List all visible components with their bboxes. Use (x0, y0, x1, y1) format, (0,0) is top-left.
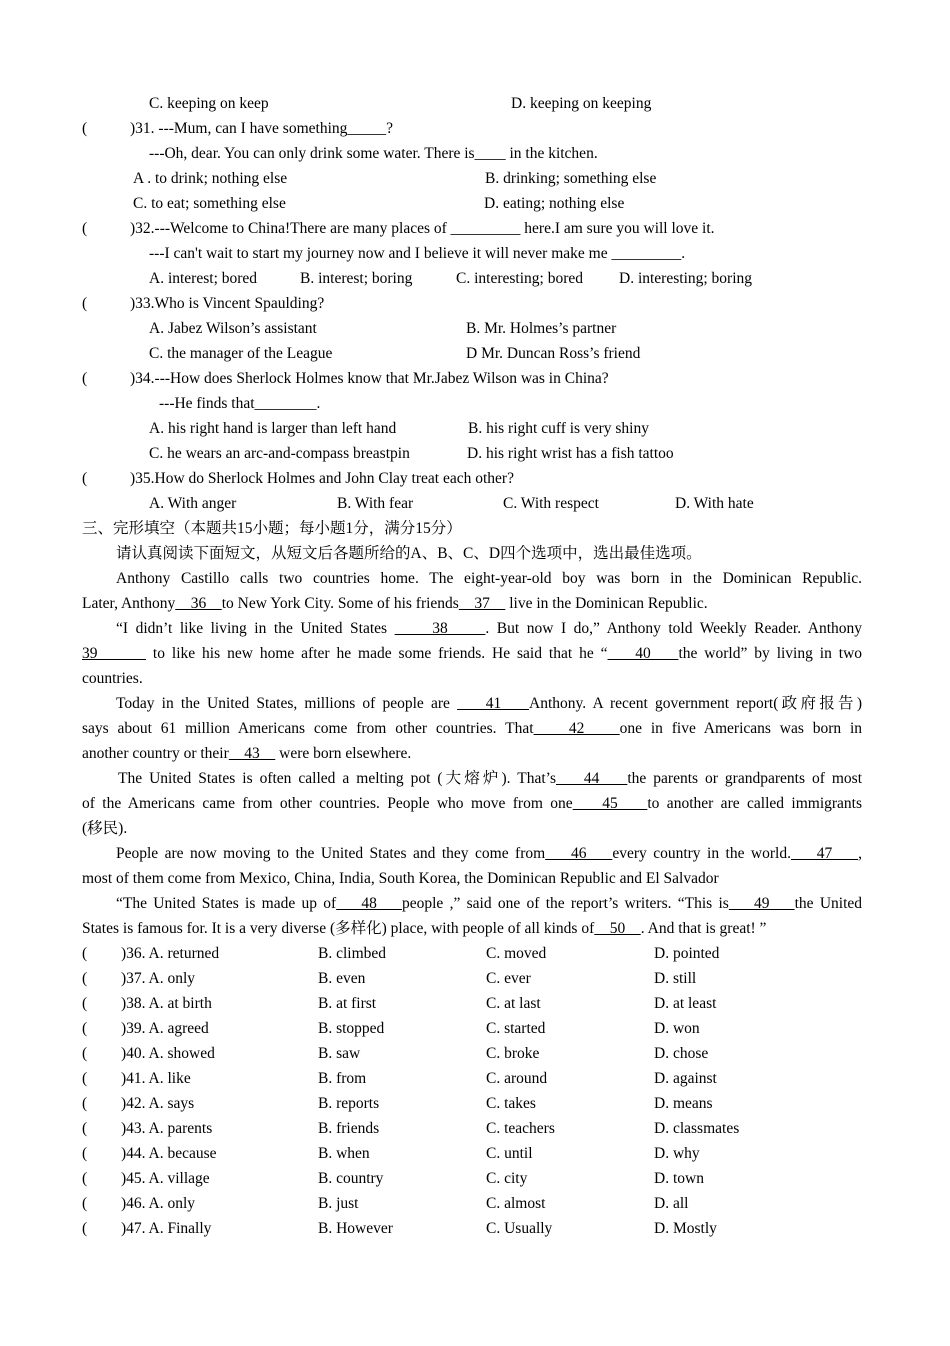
option-c: C. moved (486, 945, 547, 962)
passage-line (116, 844, 862, 864)
option-c: C. almost (486, 1195, 546, 1212)
blank-42: 42 (533, 720, 620, 737)
passage-line (116, 694, 862, 714)
option-c: C. started (486, 1020, 546, 1037)
passage-text: to another are called immigrants (647, 795, 863, 812)
option-c: C. at last (486, 995, 541, 1012)
option-b: B. With fear (337, 495, 414, 512)
option-d: D. at least (654, 995, 717, 1012)
passage-text: “I didn’t like living in the United States (116, 620, 395, 637)
option-c: C. broke (486, 1045, 540, 1062)
blank-39: 39 (82, 645, 146, 662)
option-b: B. from (318, 1070, 367, 1087)
option-a: )42. A. says (121, 1095, 195, 1112)
answer-paren[interactable]: ( (82, 1120, 88, 1137)
passage-text: States is famous for. It is a very diverse (多样化) place, with people of all kinds of (82, 920, 595, 937)
option-d: D. still (654, 970, 697, 987)
passage-line: (移民). (82, 820, 128, 837)
question-line: ---He finds that________. (159, 395, 321, 412)
blank-49: 49 (728, 895, 795, 912)
answer-paren[interactable]: ( (82, 120, 88, 137)
passage-text: Anthony. A recent government report(政府报告) (529, 695, 862, 712)
option-b: B. reports (318, 1095, 380, 1112)
option-a: )45. A. village (121, 1170, 210, 1187)
option-b: B. Mr. Holmes’s partner (466, 320, 617, 337)
passage-line (82, 594, 708, 614)
passage-text: another country or their (82, 745, 229, 762)
passage-text: the United (794, 895, 862, 912)
answer-paren[interactable]: ( (82, 1070, 88, 1087)
answer-paren[interactable]: ( (82, 220, 88, 237)
passage-text: People are now moving to the United States and they come from (116, 845, 546, 862)
passage-text: live in the Dominican Republic. (505, 595, 708, 612)
option-b: B. interest; boring (300, 270, 413, 287)
option-b: B. country (318, 1170, 384, 1187)
option-a: A. his right hand is larger than left hand (149, 420, 397, 437)
passage-text: to New York City. Some of his friends (221, 595, 459, 612)
question-stem: )34.---How does Sherlock Holmes know that Mr.Jabez Wilson was in China? (130, 370, 609, 387)
option-b: B. climbed (318, 945, 387, 962)
passage-text: one in five Americans was born in (619, 720, 862, 737)
option-a: )41. A. like (121, 1070, 191, 1087)
passage-line (82, 919, 766, 939)
blank-40: 40 (607, 645, 679, 662)
question-stem: )35.How do Sherlock Holmes and John Clay treat each other? (130, 470, 514, 487)
question-stem: )31. ---Mum, can I have something_____? (130, 120, 394, 137)
passage-line (82, 644, 862, 664)
option-d: D. against (654, 1070, 717, 1087)
answer-paren[interactable]: ( (82, 1195, 88, 1212)
option-d: D. eating; nothing else (484, 195, 625, 212)
option-c: C. ever (486, 970, 531, 987)
answer-paren[interactable]: ( (82, 370, 88, 387)
option-a: )37. A. only (121, 970, 196, 987)
passage-line (82, 744, 411, 764)
passage-text: were born elsewhere. (275, 745, 412, 762)
option-a: A. Jabez Wilson’s assistant (149, 320, 317, 337)
passage-line (118, 769, 862, 789)
passage-line: most of them come from Mexico, China, India, South Korea, the Dominican Republic and El Salvador (82, 870, 719, 887)
option-d: D. pointed (654, 945, 720, 962)
option-d: D. won (654, 1020, 700, 1037)
option-a: )44. A. because (121, 1145, 217, 1162)
option-a: A. With anger (149, 495, 237, 512)
option-d: D. means (654, 1095, 713, 1112)
question-line: ---Oh, dear. You can only drink some water. There is____ in the kitchen. (149, 145, 598, 162)
option-d: D. all (654, 1195, 689, 1212)
option-d: D. town (654, 1170, 704, 1187)
blank-41: 41 (457, 695, 530, 712)
option-d: D. Mostly (654, 1220, 717, 1237)
option-d: D. interesting; boring (619, 270, 753, 287)
section-instruction: 请认真阅读下面短文，从短文后各题所给的A、B、C、D四个选项中，选出最佳选项。 (116, 545, 702, 562)
option-a: )46. A. only (121, 1195, 196, 1212)
answer-paren[interactable]: ( (82, 470, 88, 487)
answer-paren[interactable]: ( (82, 295, 88, 312)
question-stem: )33.Who is Vincent Spaulding? (130, 295, 325, 312)
passage-text: the world” by living in two (678, 645, 863, 662)
option-c: C. interesting; bored (456, 270, 583, 287)
option-c: C. to eat; something else (133, 195, 286, 212)
option-c: C. With respect (503, 495, 599, 512)
passage-text: Later, Anthony (82, 595, 176, 612)
passage-text: says about 61 million Americans come from other countries. That (82, 720, 534, 737)
passage-text: The United States is often called a melting pot (大熔炉). That’s (118, 770, 556, 787)
option-c: C. teachers (486, 1120, 555, 1137)
option-d: D. why (654, 1145, 700, 1162)
passage-text: . And that is great! ” (640, 920, 767, 937)
option-d: D. keeping on keeping (511, 95, 652, 112)
answer-paren[interactable]: ( (82, 1145, 88, 1162)
option-b: B. saw (318, 1045, 361, 1062)
option-a: )47. A. Finally (121, 1220, 212, 1237)
passage-text: people ,” said one of the report’s writers. “This is (401, 895, 729, 912)
option-b: B. his right cuff is very shiny (468, 420, 649, 437)
blank-38: 38 (394, 620, 486, 637)
question-line: ---I can't wait to start my journey now and I believe it will never make me _________. (149, 245, 686, 262)
passage-text: Today in the United States, millions of people are (116, 695, 458, 712)
passage-line (82, 719, 862, 739)
question-stem: )32.---Welcome to China!There are many places of _________ here.I am sure you will love it. (130, 220, 715, 237)
passage-line: countries. (82, 670, 143, 687)
option-b: B. even (318, 970, 366, 987)
answer-paren[interactable]: ( (82, 945, 88, 962)
option-b: B. friends (318, 1120, 380, 1137)
section-heading: 三、完形填空（本题共15小题；每小题1分，满分15分） (82, 520, 462, 537)
option-d: D. classmates (654, 1120, 740, 1137)
option-c: C. takes (486, 1095, 536, 1112)
option-a: A. interest; bored (149, 270, 258, 287)
answer-paren[interactable]: ( (82, 970, 88, 987)
option-a: )39. A. agreed (121, 1020, 209, 1037)
option-d: D. chose (654, 1045, 709, 1062)
option-c: C. around (486, 1070, 548, 1087)
blank-46: 46 (545, 845, 613, 862)
passage-text: the parents or grandparents of most (627, 770, 862, 787)
option-b: B. stopped (318, 1020, 385, 1037)
option-b: B. when (318, 1145, 370, 1162)
answer-paren[interactable]: ( (82, 1170, 88, 1187)
blank-44: 44 (555, 770, 628, 787)
passage-text: , (858, 845, 863, 862)
blank-50: 50 (594, 920, 641, 937)
option-d: D Mr. Duncan Ross’s friend (466, 345, 641, 362)
answer-paren[interactable]: ( (82, 1220, 88, 1237)
blank-37: 37 (458, 595, 506, 612)
blank-43: 43 (228, 745, 276, 762)
option-b: B. at first (318, 995, 377, 1012)
blank-45: 45 (572, 795, 648, 812)
option-a: )38. A. at birth (121, 995, 212, 1012)
answer-paren[interactable]: ( (82, 1095, 88, 1112)
option-c: C. the manager of the League (149, 345, 333, 362)
option-a: )40. A. showed (121, 1045, 215, 1062)
passage-text: “The United States is made up of (116, 895, 337, 912)
answer-paren[interactable]: ( (82, 1045, 88, 1062)
option-b: B. However (318, 1220, 393, 1237)
blank-36: 36 (175, 595, 222, 612)
option-d: D. With hate (675, 495, 754, 512)
answer-paren[interactable]: ( (82, 1020, 88, 1037)
option-c: C. Usually (486, 1220, 553, 1237)
option-c: C. city (486, 1170, 528, 1187)
option-b: B. just (318, 1195, 359, 1212)
option-c: C. he wears an arc-and-compass breastpin (149, 445, 410, 462)
option-a: A . to drink; nothing else (133, 170, 288, 187)
option-b: B. drinking; something else (485, 170, 657, 187)
passage-line: Anthony Castillo calls two countries home. The eight-year-old boy was born in the Dominican Republic. (116, 570, 862, 587)
option-c: C. keeping on keep (149, 95, 269, 112)
passage-text: to like his new home after he made some friends. He said that he “ (145, 645, 608, 662)
passage-text: of the Americans came from other countries. People who move from one (82, 795, 573, 812)
passage-line (116, 894, 862, 914)
answer-paren[interactable]: ( (82, 995, 88, 1012)
option-c: C. until (486, 1145, 533, 1162)
blank-47: 47 (790, 845, 859, 862)
passage-text: every country in the world. (612, 845, 791, 862)
option-a: )43. A. parents (121, 1120, 213, 1137)
passage-line (82, 794, 862, 814)
blank-48: 48 (336, 895, 402, 912)
passage-line (116, 619, 862, 639)
option-a: )36. A. returned (121, 945, 220, 962)
option-d: D. his right wrist has a fish tattoo (467, 445, 674, 462)
passage-text: . But now I do,” Anthony told Weekly Reader. Anthony (485, 620, 863, 637)
